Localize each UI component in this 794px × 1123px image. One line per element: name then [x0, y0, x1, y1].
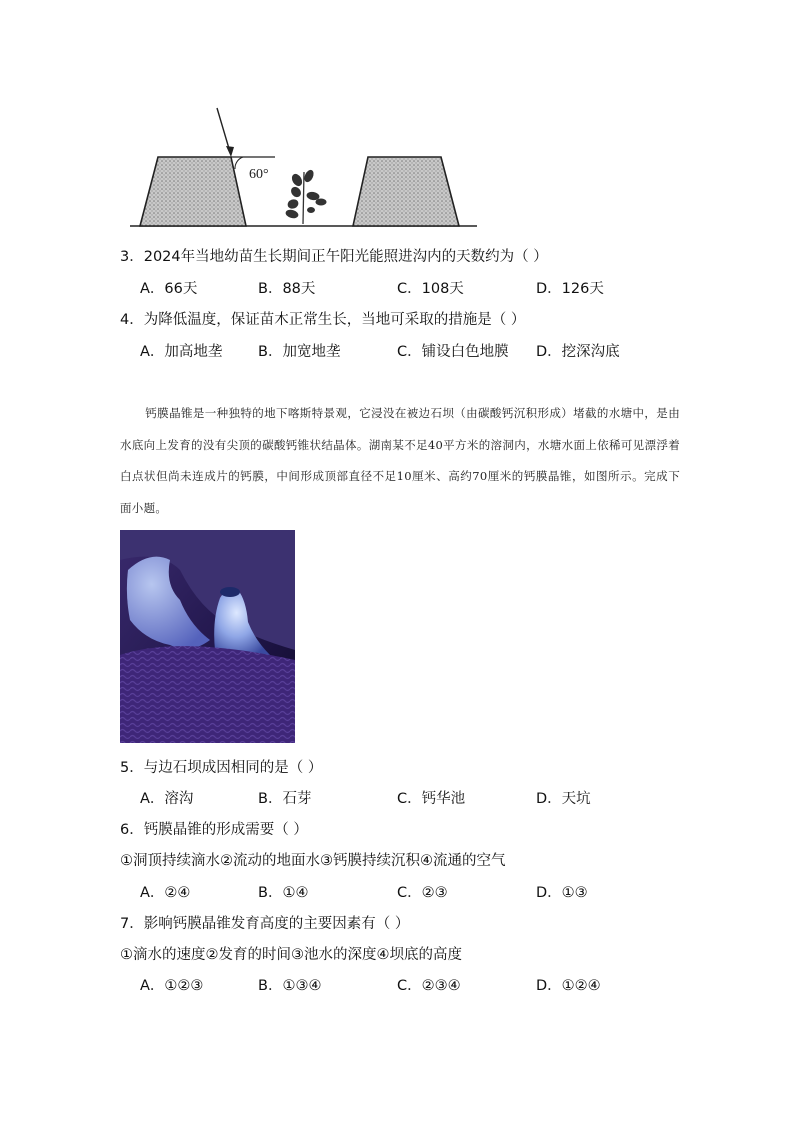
q3-option-b[interactable]: B．88天	[258, 281, 316, 297]
angle-arc	[235, 157, 243, 169]
right-ridge	[353, 157, 459, 226]
question-4-stem: 4．为降低温度，保证苗木正常生长，当地可采取的措施是（ ）	[120, 312, 526, 328]
q4-option-a[interactable]: A．加高地垄	[140, 344, 223, 360]
q3-option-c[interactable]: C．108天	[397, 281, 464, 297]
sun-ray-arrow	[217, 108, 230, 152]
q4-option-b[interactable]: B．加宽地垄	[258, 344, 341, 360]
ridge-sunlight-diagram	[125, 100, 485, 235]
question-7-items: ①滴水的速度②发育的时间③池水的深度④坝底的高度	[120, 947, 462, 963]
q6-option-c[interactable]: C．②③	[397, 885, 448, 901]
calcite-cone-photo	[120, 530, 295, 743]
q4-option-c[interactable]: C．铺设白色地膜	[397, 344, 509, 360]
reading-passage: 钙膜晶锥是一种独特的地下喀斯特景观，它浸没在被边石坝（由碳酸钙沉积形成）堵截的水塘中，是由水底向上发育的没有尖顶的碳酸钙锥状结晶体。湖南某不足40平方米的溶洞内，水塘水面上依稀可见漂浮着白点状但尚未连成片的钙膜，中间形成顶部直径不足10厘米、高约70厘米的钙膜晶锥，如图所示。完成下面小题。	[120, 406, 680, 515]
question-7-stem: 7．影响钙膜晶锥发育高度的主要因素有（ ）	[120, 916, 410, 932]
q7-option-d[interactable]: D．①②④	[536, 978, 601, 994]
q5-option-c[interactable]: C．钙华池	[397, 791, 466, 807]
q6-option-d[interactable]: D．①③	[536, 885, 588, 901]
q4-option-d[interactable]: D．挖深沟底	[536, 344, 620, 360]
q5-option-d[interactable]: D．天坑	[536, 791, 591, 807]
q7-option-c[interactable]: C．②③④	[397, 978, 461, 994]
q3-option-d[interactable]: D．126天	[536, 281, 604, 297]
seedling-icon	[285, 169, 326, 224]
question-5-stem: 5．与边石坝成因相同的是（ ）	[120, 760, 323, 776]
q6-option-a[interactable]: A．②④	[140, 885, 191, 901]
q5-option-a[interactable]: A．溶沟	[140, 791, 194, 807]
q6-option-b[interactable]: B．①④	[258, 885, 309, 901]
q7-option-a[interactable]: A．①②③	[140, 978, 204, 994]
q7-option-b[interactable]: B．①③④	[258, 978, 322, 994]
question-6-items: ①洞顶持续滴水②流动的地面水③钙膜持续沉积④流通的空气	[120, 853, 506, 869]
angle-label: 60°	[249, 167, 269, 182]
q5-option-b[interactable]: B．石芽	[258, 791, 312, 807]
question-3-stem: 3．2024年当地幼苗生长期间正午阳光能照进沟内的天数约为（ ）	[120, 249, 548, 265]
q3-option-a[interactable]: A．66天	[140, 281, 198, 297]
question-6-stem: 6．钙膜晶锥的形成需要（ ）	[120, 822, 308, 838]
left-ridge	[140, 157, 246, 226]
